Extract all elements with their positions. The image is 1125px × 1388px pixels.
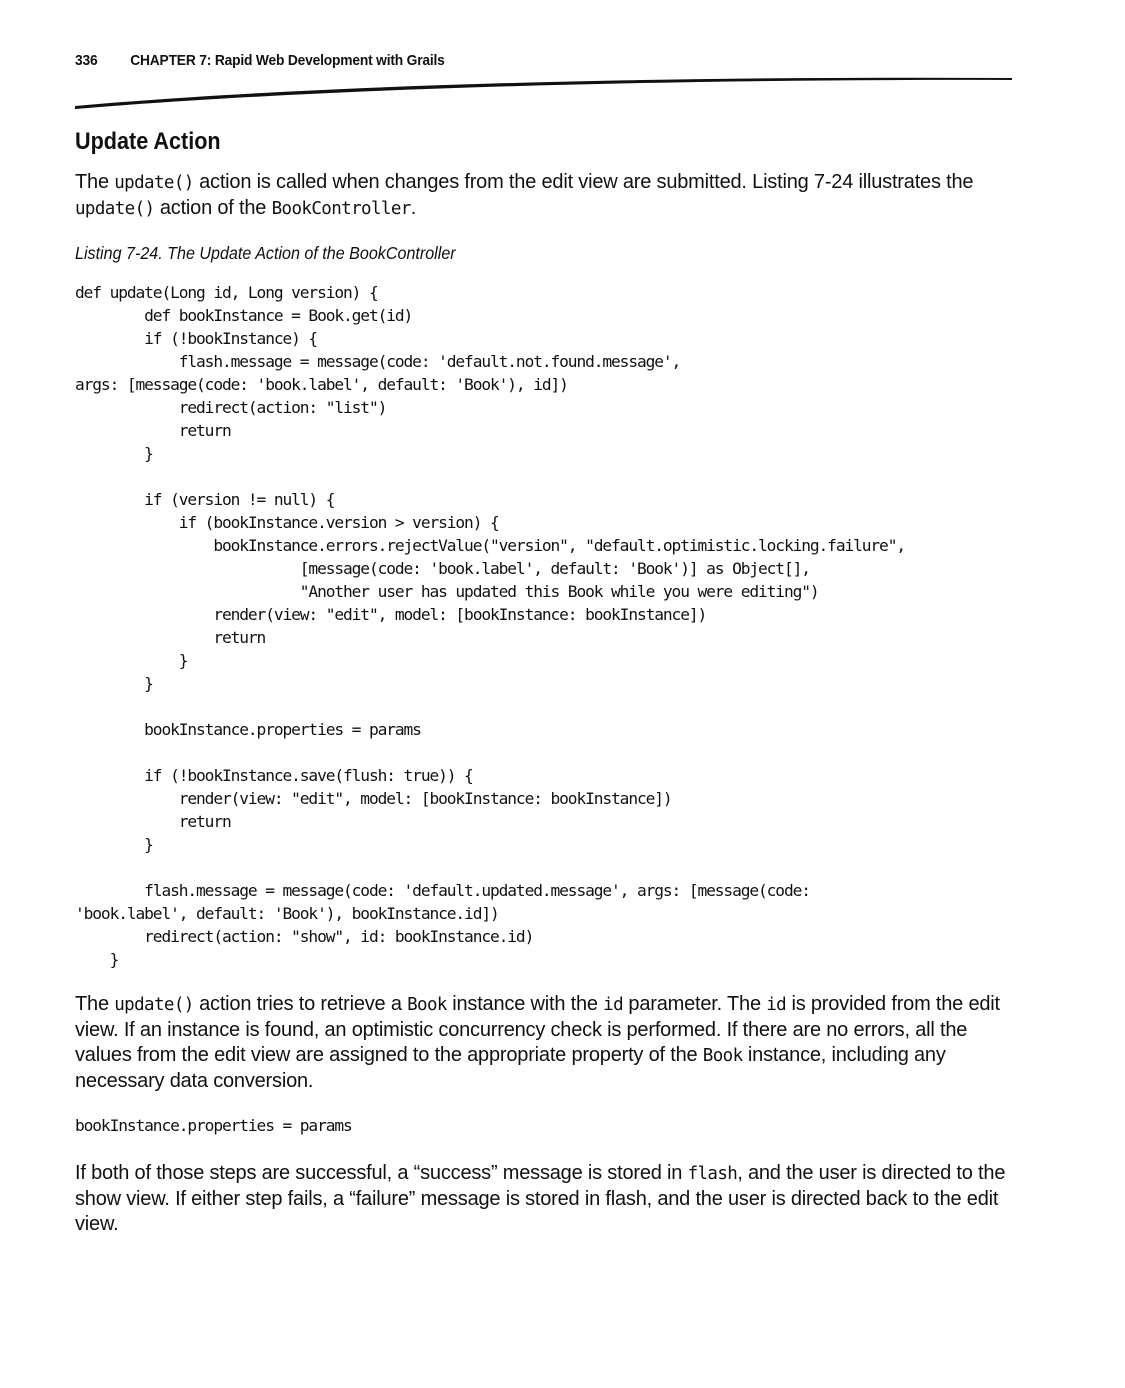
inline-code: update(): [114, 995, 194, 1015]
code-snippet: bookInstance.properties = params: [75, 1116, 352, 1135]
inline-code: id: [603, 995, 624, 1015]
header-swoosh-rule: [75, 74, 1015, 110]
explanation-paragraph: [75, 992, 1025, 1094]
intro-paragraph: [75, 170, 1025, 222]
inline-code: Book: [702, 1046, 743, 1066]
text-run: instance with the: [446, 993, 604, 1015]
inline-code: BookController: [271, 199, 411, 219]
inline-code: update(): [75, 199, 155, 219]
text-run: If both of those steps are successful, a “success” message is stored in: [75, 1162, 688, 1184]
text-run: instance, including any necessary data conversion.: [75, 1044, 946, 1092]
text-run: The: [75, 993, 115, 1015]
text-run: action is called when changes from the edit view are submitted. Listing 7-24 illustrates the: [193, 171, 974, 193]
page-number: 336: [75, 52, 98, 69]
text-run: , and the user is directed to the show view. If either step fails, a “failure” message is stored in flash, and the user is directed back to the edit view.: [75, 1162, 1006, 1235]
text-run: action of the: [154, 197, 272, 219]
inline-code: Book: [407, 995, 447, 1015]
text-run: is provided from the edit view. If an instance is found, an optimistic concurrency check is performed. If there are no errors, all the values from the edit view are assigned to the appropriate property of the: [75, 993, 1000, 1066]
text-run: The: [75, 171, 115, 193]
closing-paragraph: [75, 1161, 1025, 1237]
text-run: parameter. The: [623, 993, 767, 1015]
chapter-title: CHAPTER 7: Rapid Web Development with Grails: [130, 52, 445, 69]
inline-code: id: [766, 995, 787, 1015]
text-run: .: [410, 197, 417, 219]
running-header: [75, 52, 445, 69]
listing-caption: Listing 7-24. The Update Action of the BookController: [75, 243, 456, 263]
inline-code: update(): [114, 173, 194, 193]
section-title: Update Action: [75, 128, 221, 155]
code-listing: def update(Long id, Long version) { def bookInstance = Book.get(id) if (!bookInstance) { flash.message = message(code: 'default.not.found.message', args: [message(code: 'book.label', default: 'Book'), id]) redirect(action: "list") return } if (version != null) { if (bookInstance.version > version) { bookInstance.errors.rejectValue("version", "default.optimistic.locking.failure", [message(code: 'book.label', default: 'Book')] as Object[], "Another user has updated this Book while you were editing") render(view: "edit", model: [bookInstance: bookInstance]) return } } bookInstance.properties = params if (!bookInstance.save(flush: true)) { render(view: "edit", model: [bookInstance: bookInstance]) return } flash.message = message(code: 'default.updated.message', args: [message(code: 'book.label', default: 'Book'), bookInstance.id]) redirect(action: "show", id: bookInstance.id) }: [75, 283, 905, 969]
inline-code: flash: [687, 1164, 738, 1184]
text-run: action tries to retrieve a: [193, 993, 408, 1015]
